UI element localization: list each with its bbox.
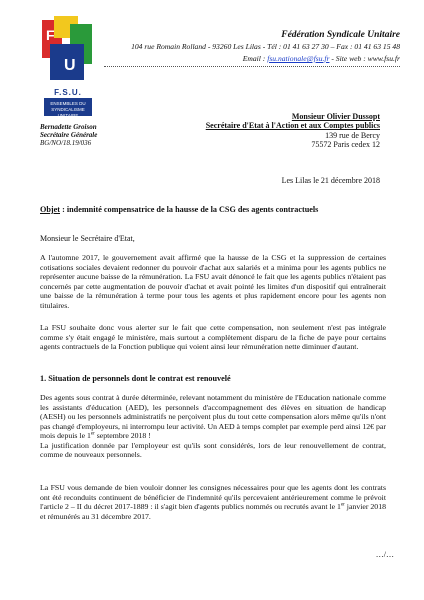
paragraph-3 [40, 393, 386, 460]
p3-justification: La justification donnée par l'employeur est qu'ils sont considérés, lors de leur renouvellement de contrat, comme de nouveaux personnels. [40, 440, 386, 459]
p3-sup: er [90, 431, 95, 437]
paragraph-2: La FSU souhaite donc vous alerter sur le fait que cette compensation, non seulement n'est pas intégrale comme s'y était engagé le ministère, mais surtout a complètement disparu de la fiche de paye pour certains agents contractuels de la Fonction publique qui voient ainsi leur rémunération nette diminuer d'autant. [40, 323, 386, 351]
object-label: Objet [40, 205, 61, 214]
p3-text-end: septembre 2018 ! [94, 431, 151, 440]
recipient-city: 75572 Paris cedex 12 [311, 140, 380, 150]
sender-role: Secrétaire Générale [40, 131, 98, 139]
letter-object [40, 205, 318, 214]
email-prefix: Email : [242, 54, 268, 63]
logo-letter-f: F [46, 27, 55, 43]
logo-acronym: F.S.U. [54, 88, 82, 97]
p4-text: La FSU vous demande de bien vouloir donner les consignes nécessaires pour que les agents dont les contrats ont été reconduits continuent de bénéficier de l'indemnité qu'ils percevaient antérieurement comme le prévoit l'article 2 – II du décret 2017-1889 : il s'agit bien d'agents publics nommés ou recrutés avant le 1 [40, 483, 386, 511]
p4-sup: er [340, 502, 345, 508]
sender-reference: BG/NO/18.19/036 [40, 139, 92, 147]
sender-name: Bernadette Groison [40, 123, 97, 131]
p3-text: Des agents sous contrat à durée déterminée, relevant notamment du ministère de l'Education nationale comme les assistants d'éducation (AED), les personnels d'accompagnement des élèves en situation de handicap (AESH) ou les personnels administratifs ne perçoivent plus du tout cette compensation alors même qu'ils n'ont pas changé d'employeurs, ni interrompu leur activité. Un AED à temps complet par exemple perd ainsi 12€ par mois depuis le 1 [40, 393, 386, 440]
recipient-block [206, 112, 380, 150]
email-link[interactable]: fsu.nationale@fsu.fr [267, 54, 330, 63]
logo-letter-u: U [64, 57, 76, 74]
recipient-name: Monsieur Olivier Dussopt [291, 112, 380, 121]
salutation: Monsieur le Secrétaire d'Etat, [40, 234, 135, 243]
org-address: 104 rue Romain Rolland - 93260 Les Lilas - Tél : 01 41 63 27 30 – Fax : 01 41 63 15 48 [131, 42, 400, 51]
fsu-logo [40, 14, 96, 88]
paragraph-4 [40, 483, 386, 521]
letter-date: Les Lilas le 21 décembre 2018 [281, 176, 380, 185]
header-divider [104, 66, 400, 67]
logo-tagline: ENSEMBLES DU SYNDICALISME UNITAIRE [44, 98, 92, 116]
section-1-heading: 1. Situation de personnels dont le contrat est renouvelé [40, 374, 231, 383]
object-text: : indemnité compensatrice de la hausse de la CSG des agents contractuels [60, 205, 319, 214]
recipient-street: 139 rue de Bercy [325, 130, 380, 140]
paragraph-1: A l'automne 2017, le gouvernement avait affirmé que la hausse de la CSG et la suppression de certaines cotisations sociales devaient redonner du pouvoir d'achat aux salariés et a minima pour les agents publics ne représenter aucune baisse de la rémunération. La FSU avait dénoncé le fait que les agents publics n'étaient pas concernés par cette augmentation de pouvoir d'achat et avait pointé les limites d'un dispositif qui entraînerait une baisse de la rémunération à terme pour tous les agents et plus rapidement encore pour les agents non titulaires. [40, 253, 386, 310]
org-contact [243, 54, 400, 63]
continuation-mark: …/… [375, 550, 394, 559]
sender-block [40, 123, 97, 147]
org-name: Fédération Syndicale Unitaire [281, 30, 400, 40]
website-text: - Site web : www.fsu.fr [329, 54, 400, 63]
p4-text-end: janvier 2018 et rémunérés au 31 décembre 2017. [40, 502, 386, 521]
recipient-title: Secrétaire d'Etat à l'Action et aux Comptes publics [205, 121, 380, 131]
